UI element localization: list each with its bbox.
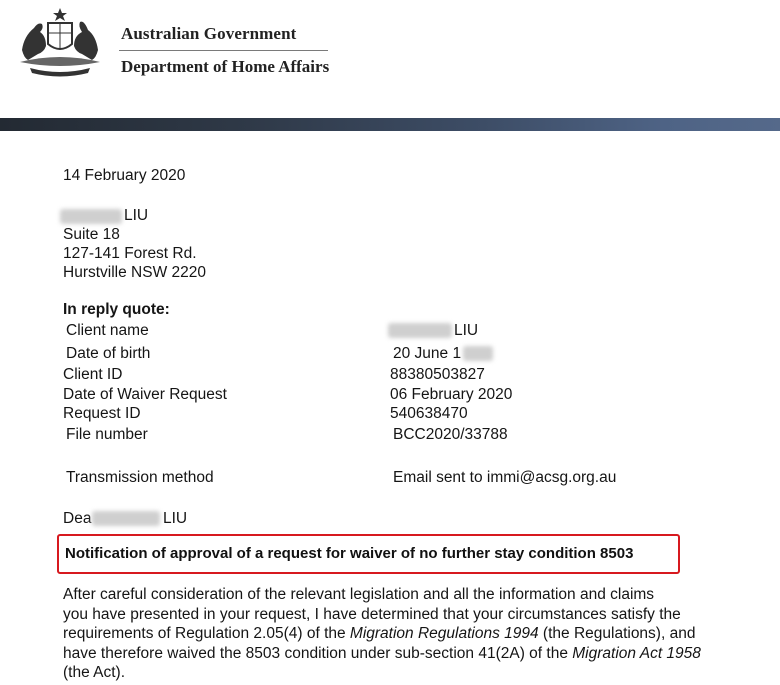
letterhead: [0, 0, 780, 118]
body-paragraph: [63, 585, 763, 683]
body-line-5: (the Act).: [63, 664, 126, 681]
government-name: Australian Government: [121, 24, 297, 43]
letter-date: 14 February 2020: [63, 167, 186, 184]
body-line-3-end: (the Regulations), and: [538, 625, 696, 642]
body-line-3: [63, 624, 763, 644]
dob-label: Date of birth: [66, 345, 151, 362]
salutation-start: Dea: [63, 510, 92, 527]
coat-of-arms-logo: [14, 6, 106, 78]
act-title: Migration Act 1958: [572, 644, 701, 662]
dob-value: 20 June 1: [393, 345, 462, 362]
letterhead-banner: [0, 118, 780, 131]
redacted-client-given-name: [388, 323, 452, 338]
notice-highlight-box: [57, 534, 680, 574]
redacted-birth-year: [463, 346, 493, 361]
client-id-label: Client ID: [63, 366, 123, 383]
request-id-label: Request ID: [63, 405, 141, 422]
client-name-label: Client name: [66, 322, 149, 339]
body-line-1: After careful consideration of the relevant legislation and all the information and claims: [63, 586, 655, 603]
salutation-surname: LIU: [163, 510, 188, 527]
waiver-date-value: 06 February 2020: [390, 386, 513, 403]
transmission-value: Email sent to immi@acsg.org.au: [393, 469, 617, 486]
request-id-value: 540638470: [390, 405, 468, 422]
client-name-value: LIU: [454, 322, 479, 339]
department-name: Department of Home Affairs: [121, 57, 330, 76]
redacted-given-name: [60, 209, 122, 224]
transmission-label: Transmission method: [66, 469, 214, 486]
body-line-2: you have presented in your request, I have determined that your circumstances satisfy the: [63, 605, 681, 623]
regulations-title: Migration Regulations 1994: [349, 625, 539, 642]
client-id-value: 88380503827: [390, 366, 485, 383]
address-line-2: 127-141 Forest Rd.: [63, 245, 197, 262]
body-line-3-start: requirements of Regulation 2.05(4) of the: [63, 625, 350, 642]
notice-title: Notification of approval of a request for waiver of no further stay condition 8503: [65, 545, 634, 562]
redacted-salutation-name: [92, 511, 160, 526]
file-number-value: BCC2020/33788: [393, 426, 508, 443]
file-number-label: File number: [66, 426, 148, 443]
address-line-3: Hurstville NSW 2220: [63, 264, 206, 281]
reply-quote-heading: In reply quote:: [63, 301, 170, 318]
body-line-4: [63, 644, 763, 664]
waiver-date-label: Date of Waiver Request: [63, 386, 227, 403]
address-line-1: Suite 18: [63, 226, 120, 243]
recipient-surname: LIU: [124, 207, 149, 224]
body-line-4-start: have therefore waived the 8503 condition under sub-section 41(2A) of the: [63, 644, 573, 662]
letterhead-divider: [119, 50, 328, 51]
